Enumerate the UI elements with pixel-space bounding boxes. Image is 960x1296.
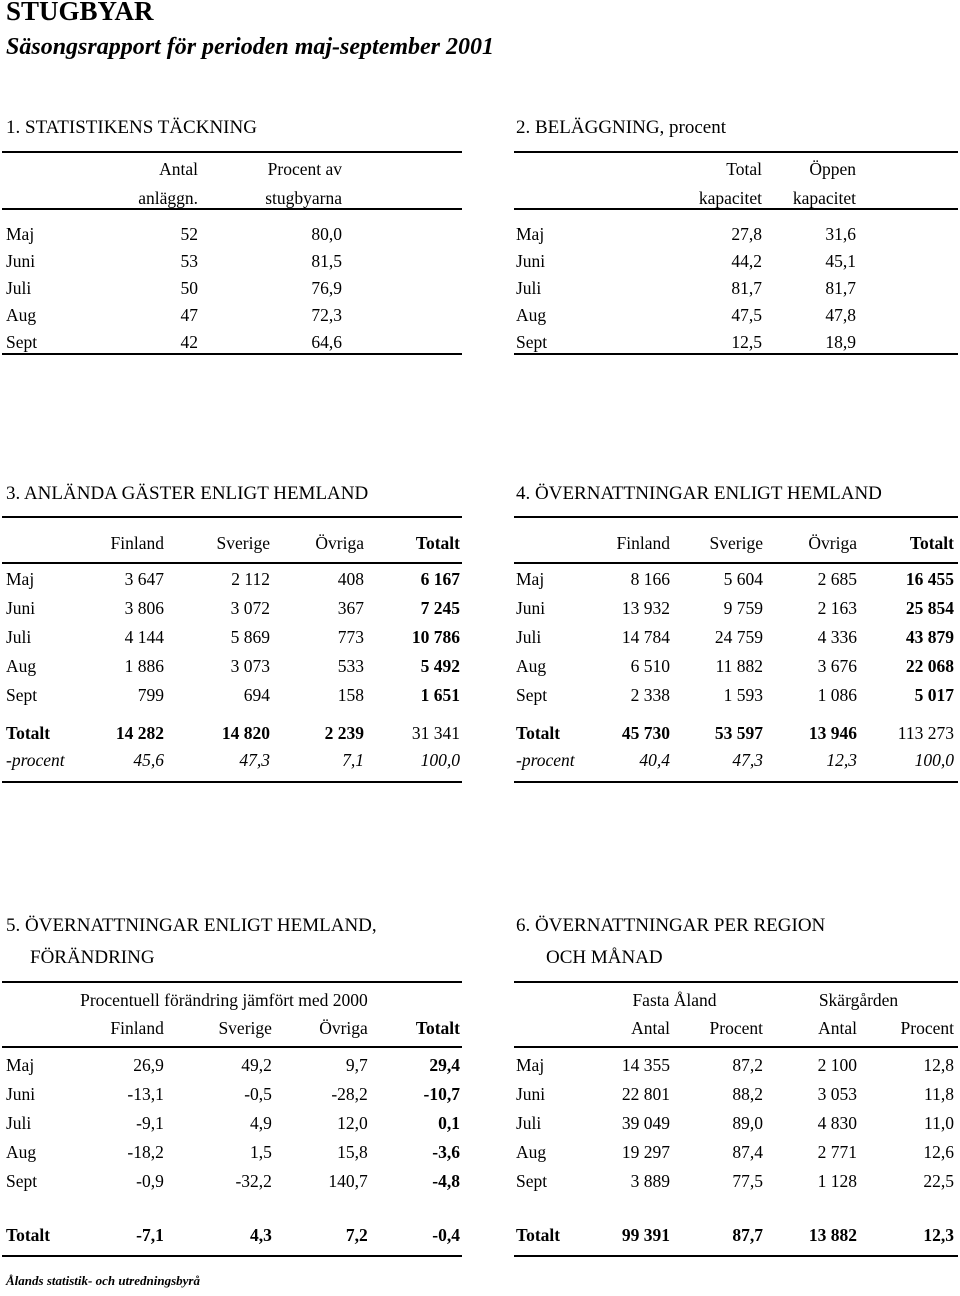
cell: 25 854 <box>905 598 954 618</box>
page-subtitle: Säsongsrapport för perioden maj-september 2001 <box>6 34 495 60</box>
col-header-procent: Procent <box>900 1017 954 1038</box>
cell: 12,0 <box>337 1113 368 1133</box>
table-row <box>516 623 954 652</box>
col-header-finland: Finland <box>110 1017 164 1038</box>
cell: 16 455 <box>905 569 954 589</box>
cell: 4 830 <box>817 1113 857 1133</box>
section-3-heading: 3. ANLÄNDA GÄSTER ENLIGT HEMLAND <box>6 483 369 504</box>
row-label: Maj <box>6 569 35 589</box>
table-row <box>6 565 460 594</box>
section-3-header-rule <box>2 562 462 564</box>
section-3-top-rule <box>2 516 462 518</box>
section-5-rows <box>6 1051 460 1196</box>
section-1-header-row-1 <box>6 156 342 183</box>
table-row <box>6 248 342 275</box>
cell: 799 <box>137 685 164 705</box>
cell: 47,3 <box>732 749 763 770</box>
cell: 158 <box>337 685 364 705</box>
row-label: Juni <box>6 598 36 618</box>
row-label: Sept <box>6 332 38 352</box>
section-6-rows <box>516 1051 954 1196</box>
cell: 2 163 <box>817 598 857 618</box>
table-row <box>6 623 460 652</box>
section-5-table <box>6 987 460 1246</box>
cell: -0,9 <box>136 1171 164 1191</box>
cell: -0,5 <box>244 1084 272 1104</box>
table-row <box>516 1080 954 1109</box>
row-label: Totalt <box>6 722 51 743</box>
cell: 3 806 <box>124 598 164 618</box>
row-label: Maj <box>6 1055 35 1075</box>
table-row <box>516 1109 954 1138</box>
col-header-ovriga: Övriga <box>808 532 857 553</box>
cell: 11,0 <box>924 1113 954 1133</box>
table-row <box>516 248 856 275</box>
row-label: Sept <box>516 685 548 705</box>
cell: -0,4 <box>432 1224 460 1245</box>
cell: 47,3 <box>239 749 270 770</box>
section-5-header-row <box>6 1014 460 1042</box>
table-row <box>6 302 342 329</box>
section-1-header-rule <box>2 208 462 210</box>
section-2-table <box>516 156 856 356</box>
section-6-heading: 6. ÖVERNATTNINGAR PER REGION <box>516 915 826 936</box>
cell: -28,2 <box>331 1084 368 1104</box>
cell: 5 869 <box>230 627 270 647</box>
section-3-table <box>6 528 460 773</box>
section-1-table <box>6 156 342 356</box>
cell: 113 273 <box>897 722 954 743</box>
section-6-group-row <box>516 987 954 1014</box>
cell: 694 <box>243 685 270 705</box>
section-5-heading: 5. ÖVERNATTNINGAR ENLIGT HEMLAND, <box>6 915 377 936</box>
row-label: Maj <box>516 1055 545 1075</box>
cell: 12,6 <box>923 1142 954 1162</box>
section-1-bottom-rule <box>2 353 462 355</box>
row-label: Juni <box>6 251 36 271</box>
cell: 81,7 <box>825 278 856 298</box>
section-4-bottom-rule <box>514 781 958 783</box>
cell: 22 801 <box>621 1084 670 1104</box>
col-header-ovriga: Övriga <box>319 1017 368 1038</box>
cell: 6 167 <box>420 569 460 589</box>
cell: 81,5 <box>311 251 342 271</box>
row-label: Juli <box>516 627 542 647</box>
table-row <box>6 1051 460 1080</box>
section-1-heading: 1. STATISTIKENS TÄCKNING <box>6 117 257 138</box>
table-row <box>6 329 342 356</box>
section-4-top-rule <box>514 516 958 518</box>
cell: 50 <box>180 278 198 298</box>
row-label: Juli <box>6 1113 32 1133</box>
section-2-header-row-1 <box>516 156 856 183</box>
cell: 3 053 <box>817 1084 857 1104</box>
row-label: -procent <box>6 749 65 770</box>
cell: 99 391 <box>621 1224 670 1245</box>
cell: 14 355 <box>621 1055 670 1075</box>
cell: 140,7 <box>328 1171 368 1191</box>
cell: 22 068 <box>905 656 954 676</box>
row-label: Juli <box>516 1113 542 1133</box>
section-6-header-rule <box>514 1046 958 1048</box>
cell: 81,7 <box>731 278 762 298</box>
col-header: kapacitet <box>698 187 762 208</box>
cell: 6 510 <box>630 656 670 676</box>
section-1-rows <box>6 221 342 356</box>
group-fasta-aland: Fasta Åland <box>632 990 717 1010</box>
row-label: Juni <box>6 1084 36 1104</box>
cell: 5 492 <box>420 656 460 676</box>
cell: 4 336 <box>817 627 857 647</box>
cell: 19 297 <box>621 1142 670 1162</box>
cell: 24 759 <box>714 627 763 647</box>
cell: 2 112 <box>231 569 270 589</box>
section-2-top-rule <box>514 151 958 153</box>
cell: 2 771 <box>817 1142 857 1162</box>
group-skargarden: Skärgården <box>818 990 899 1010</box>
cell: 4,3 <box>250 1224 272 1245</box>
cell: -10,7 <box>423 1084 460 1104</box>
col-header-antal: Antal <box>631 1017 670 1038</box>
col-header: Procent av <box>267 159 342 179</box>
section-5-total-row <box>6 1224 460 1246</box>
cell: 53 597 <box>714 722 763 743</box>
section-5-bottom-rule <box>2 1255 462 1257</box>
cell: 3 889 <box>630 1171 670 1191</box>
table-row <box>516 594 954 623</box>
cell: 5 604 <box>723 569 763 589</box>
cell: 1,5 <box>250 1142 272 1162</box>
cell: -32,2 <box>235 1171 272 1191</box>
table-row <box>6 681 460 710</box>
section-5-header-rule <box>2 1046 462 1048</box>
footer-publisher: Ålands statistik- och utredningsbyrå <box>6 1273 200 1288</box>
cell: 77,5 <box>732 1171 763 1191</box>
cell: 1 651 <box>420 685 460 705</box>
cell: 49,2 <box>241 1055 272 1075</box>
cell: -7,1 <box>136 1224 164 1245</box>
cell: 42 <box>180 332 198 352</box>
row-label: Juli <box>516 278 542 298</box>
cell: 47,5 <box>731 305 762 325</box>
cell: 31 341 <box>411 722 460 743</box>
col-header: Öppen <box>809 159 856 179</box>
col-header-antal: Antal <box>818 1017 857 1038</box>
cell: 9 759 <box>723 598 763 618</box>
col-header-ovriga: Övriga <box>315 532 364 553</box>
cell: 18,9 <box>825 332 856 352</box>
col-header: stugbyarna <box>265 187 342 208</box>
table-row <box>6 1080 460 1109</box>
col-header: Antal <box>159 159 198 179</box>
cell: 87,4 <box>732 1142 763 1162</box>
cell: 14 282 <box>115 722 164 743</box>
section-5-caption: Procentuell förändring jämfört med 2000 <box>80 990 368 1010</box>
row-label: Aug <box>516 305 547 325</box>
cell: 44,2 <box>731 251 762 271</box>
row-label: Juni <box>516 598 546 618</box>
row-label: Aug <box>6 656 37 676</box>
cell: 11,8 <box>924 1084 954 1104</box>
cell: 29,4 <box>429 1055 460 1075</box>
row-label: Aug <box>516 1142 547 1162</box>
cell: 13 932 <box>621 598 670 618</box>
cell: 11 882 <box>715 656 763 676</box>
table-row <box>6 275 342 302</box>
section-5-heading-line-2: FÖRÄNDRING <box>30 947 155 968</box>
section-3-total-row <box>6 719 460 747</box>
cell: 3 647 <box>124 569 164 589</box>
section-4-header-rule <box>514 562 958 564</box>
col-header-totalt: Totalt <box>415 1017 460 1038</box>
cell: 1 593 <box>723 685 763 705</box>
cell: 3 072 <box>230 598 270 618</box>
cell: 40,4 <box>639 749 670 770</box>
table-row <box>6 652 460 681</box>
table-row <box>516 1051 954 1080</box>
col-header-finland: Finland <box>616 532 670 553</box>
cell: 14 820 <box>221 722 270 743</box>
col-header-sverige: Sverige <box>216 532 270 553</box>
section-6-header-row <box>516 1014 954 1042</box>
row-label: Totalt <box>6 1224 51 1245</box>
cell: 12,5 <box>731 332 762 352</box>
section-4-heading: 4. ÖVERNATTNINGAR ENLIGT HEMLAND <box>516 483 882 504</box>
cell: 72,3 <box>311 305 342 325</box>
section-2-rows <box>516 221 856 356</box>
cell: 10 786 <box>411 627 460 647</box>
cell: 5 017 <box>914 685 954 705</box>
row-label: Aug <box>6 1142 37 1162</box>
row-label: Maj <box>516 224 545 244</box>
cell: 12,8 <box>923 1055 954 1075</box>
row-label: Maj <box>6 224 35 244</box>
cell: 47,8 <box>825 305 856 325</box>
row-label: Totalt <box>516 722 561 743</box>
cell: 87,2 <box>732 1055 763 1075</box>
cell: 100,0 <box>914 749 954 770</box>
cell: 80,0 <box>311 224 342 244</box>
col-header-totalt: Totalt <box>909 532 954 553</box>
table-row <box>516 275 856 302</box>
col-header: anläggn. <box>138 187 198 208</box>
row-label: Juli <box>6 627 32 647</box>
section-6-bottom-rule <box>514 1255 958 1257</box>
cell: -9,1 <box>136 1113 164 1133</box>
cell: 13 946 <box>808 722 857 743</box>
table-row <box>516 329 856 356</box>
cell: 9,7 <box>345 1055 368 1075</box>
cell: 15,8 <box>337 1142 368 1162</box>
section-4-header-row <box>516 528 954 558</box>
section-4-table <box>516 528 954 773</box>
col-header: kapacitet <box>792 187 856 208</box>
section-1-top-rule <box>2 151 462 153</box>
section-6-top-rule <box>514 981 958 983</box>
cell: 89,0 <box>732 1113 763 1133</box>
table-row <box>6 1109 460 1138</box>
cell: 22,5 <box>923 1171 954 1191</box>
col-header: Total <box>726 159 762 179</box>
row-label: Juli <box>6 278 32 298</box>
section-3-bottom-rule <box>2 781 462 783</box>
section-4-total-row <box>516 719 954 747</box>
cell: 53 <box>180 251 198 271</box>
table-row <box>516 221 856 248</box>
row-label: Totalt <box>516 1224 561 1245</box>
cell: 12,3 <box>923 1224 954 1245</box>
cell: -13,1 <box>127 1084 164 1104</box>
cell: 43 879 <box>905 627 954 647</box>
table-row <box>516 1138 954 1167</box>
section-5-caption-row <box>6 987 460 1014</box>
cell: 27,8 <box>731 224 762 244</box>
row-label: -procent <box>516 749 575 770</box>
section-4-rows <box>516 565 954 710</box>
cell: 2 239 <box>324 722 364 743</box>
cell: 100,0 <box>420 749 460 770</box>
table-row <box>6 594 460 623</box>
cell: 39 049 <box>621 1113 670 1133</box>
cell: 45 730 <box>621 722 670 743</box>
col-header-finland: Finland <box>110 532 164 553</box>
section-2-heading: 2. BELÄGGNING, procent <box>516 117 727 138</box>
cell: 52 <box>180 224 198 244</box>
table-row <box>516 302 856 329</box>
cell: 47 <box>180 305 198 325</box>
cell: 0,1 <box>438 1113 460 1133</box>
row-label: Sept <box>6 685 38 705</box>
section-2-bottom-rule <box>514 353 958 355</box>
col-header-totalt: Totalt <box>415 532 460 553</box>
cell: 45,6 <box>133 749 164 770</box>
table-row <box>516 1167 954 1196</box>
cell: 26,9 <box>133 1055 164 1075</box>
cell: 773 <box>337 627 364 647</box>
cell: 45,1 <box>825 251 856 271</box>
cell: 13 882 <box>808 1224 857 1245</box>
cell: 7,2 <box>345 1224 368 1245</box>
section-6-heading-line-2: OCH MÅNAD <box>546 947 663 968</box>
section-6-total-row <box>516 1224 954 1246</box>
cell: 1 886 <box>124 656 164 676</box>
row-label: Aug <box>516 656 547 676</box>
row-label: Juni <box>516 251 546 271</box>
cell: 8 166 <box>630 569 670 589</box>
col-header-procent: Procent <box>709 1017 763 1038</box>
section-2-header-rule <box>514 208 958 210</box>
page-title: STUGBYAR <box>6 0 154 26</box>
section-5-top-rule <box>2 981 462 983</box>
row-label: Sept <box>516 332 548 352</box>
cell: 76,9 <box>311 278 342 298</box>
cell: 12,3 <box>826 749 857 770</box>
table-row <box>6 221 342 248</box>
table-row <box>6 1138 460 1167</box>
cell: 2 100 <box>817 1055 857 1075</box>
cell: 4 144 <box>124 627 164 647</box>
section-4-percent-row <box>516 747 954 773</box>
cell: 533 <box>337 656 364 676</box>
section-6-table <box>516 987 954 1246</box>
cell: 2 685 <box>817 569 857 589</box>
section-3-rows <box>6 565 460 710</box>
cell: 64,6 <box>311 332 342 352</box>
cell: 3 676 <box>817 656 857 676</box>
row-label: Maj <box>516 569 545 589</box>
cell: 88,2 <box>732 1084 763 1104</box>
cell: 87,7 <box>732 1224 763 1245</box>
row-label: Aug <box>6 305 37 325</box>
table-row <box>6 1167 460 1196</box>
cell: 367 <box>337 598 364 618</box>
cell: 1 128 <box>817 1171 857 1191</box>
cell: 14 784 <box>621 627 670 647</box>
row-label: Sept <box>516 1171 548 1191</box>
cell: -3,6 <box>432 1142 460 1162</box>
cell: 7,1 <box>342 749 364 770</box>
table-row <box>516 652 954 681</box>
section-3-percent-row <box>6 747 460 773</box>
cell: -4,8 <box>432 1171 460 1191</box>
table-row <box>516 681 954 710</box>
row-label: Sept <box>6 1171 38 1191</box>
row-label: Juni <box>516 1084 546 1104</box>
cell: 1 086 <box>817 685 857 705</box>
cell: 3 073 <box>230 656 270 676</box>
cell: 4,9 <box>250 1113 272 1133</box>
table-row <box>516 565 954 594</box>
section-3-header-row <box>6 528 460 558</box>
cell: -18,2 <box>127 1142 164 1162</box>
cell: 2 338 <box>630 685 670 705</box>
cell: 31,6 <box>825 224 856 244</box>
col-header-sverige: Sverige <box>709 532 763 553</box>
cell: 7 245 <box>420 598 460 618</box>
cell: 408 <box>337 569 364 589</box>
col-header-sverige: Sverige <box>218 1017 272 1038</box>
